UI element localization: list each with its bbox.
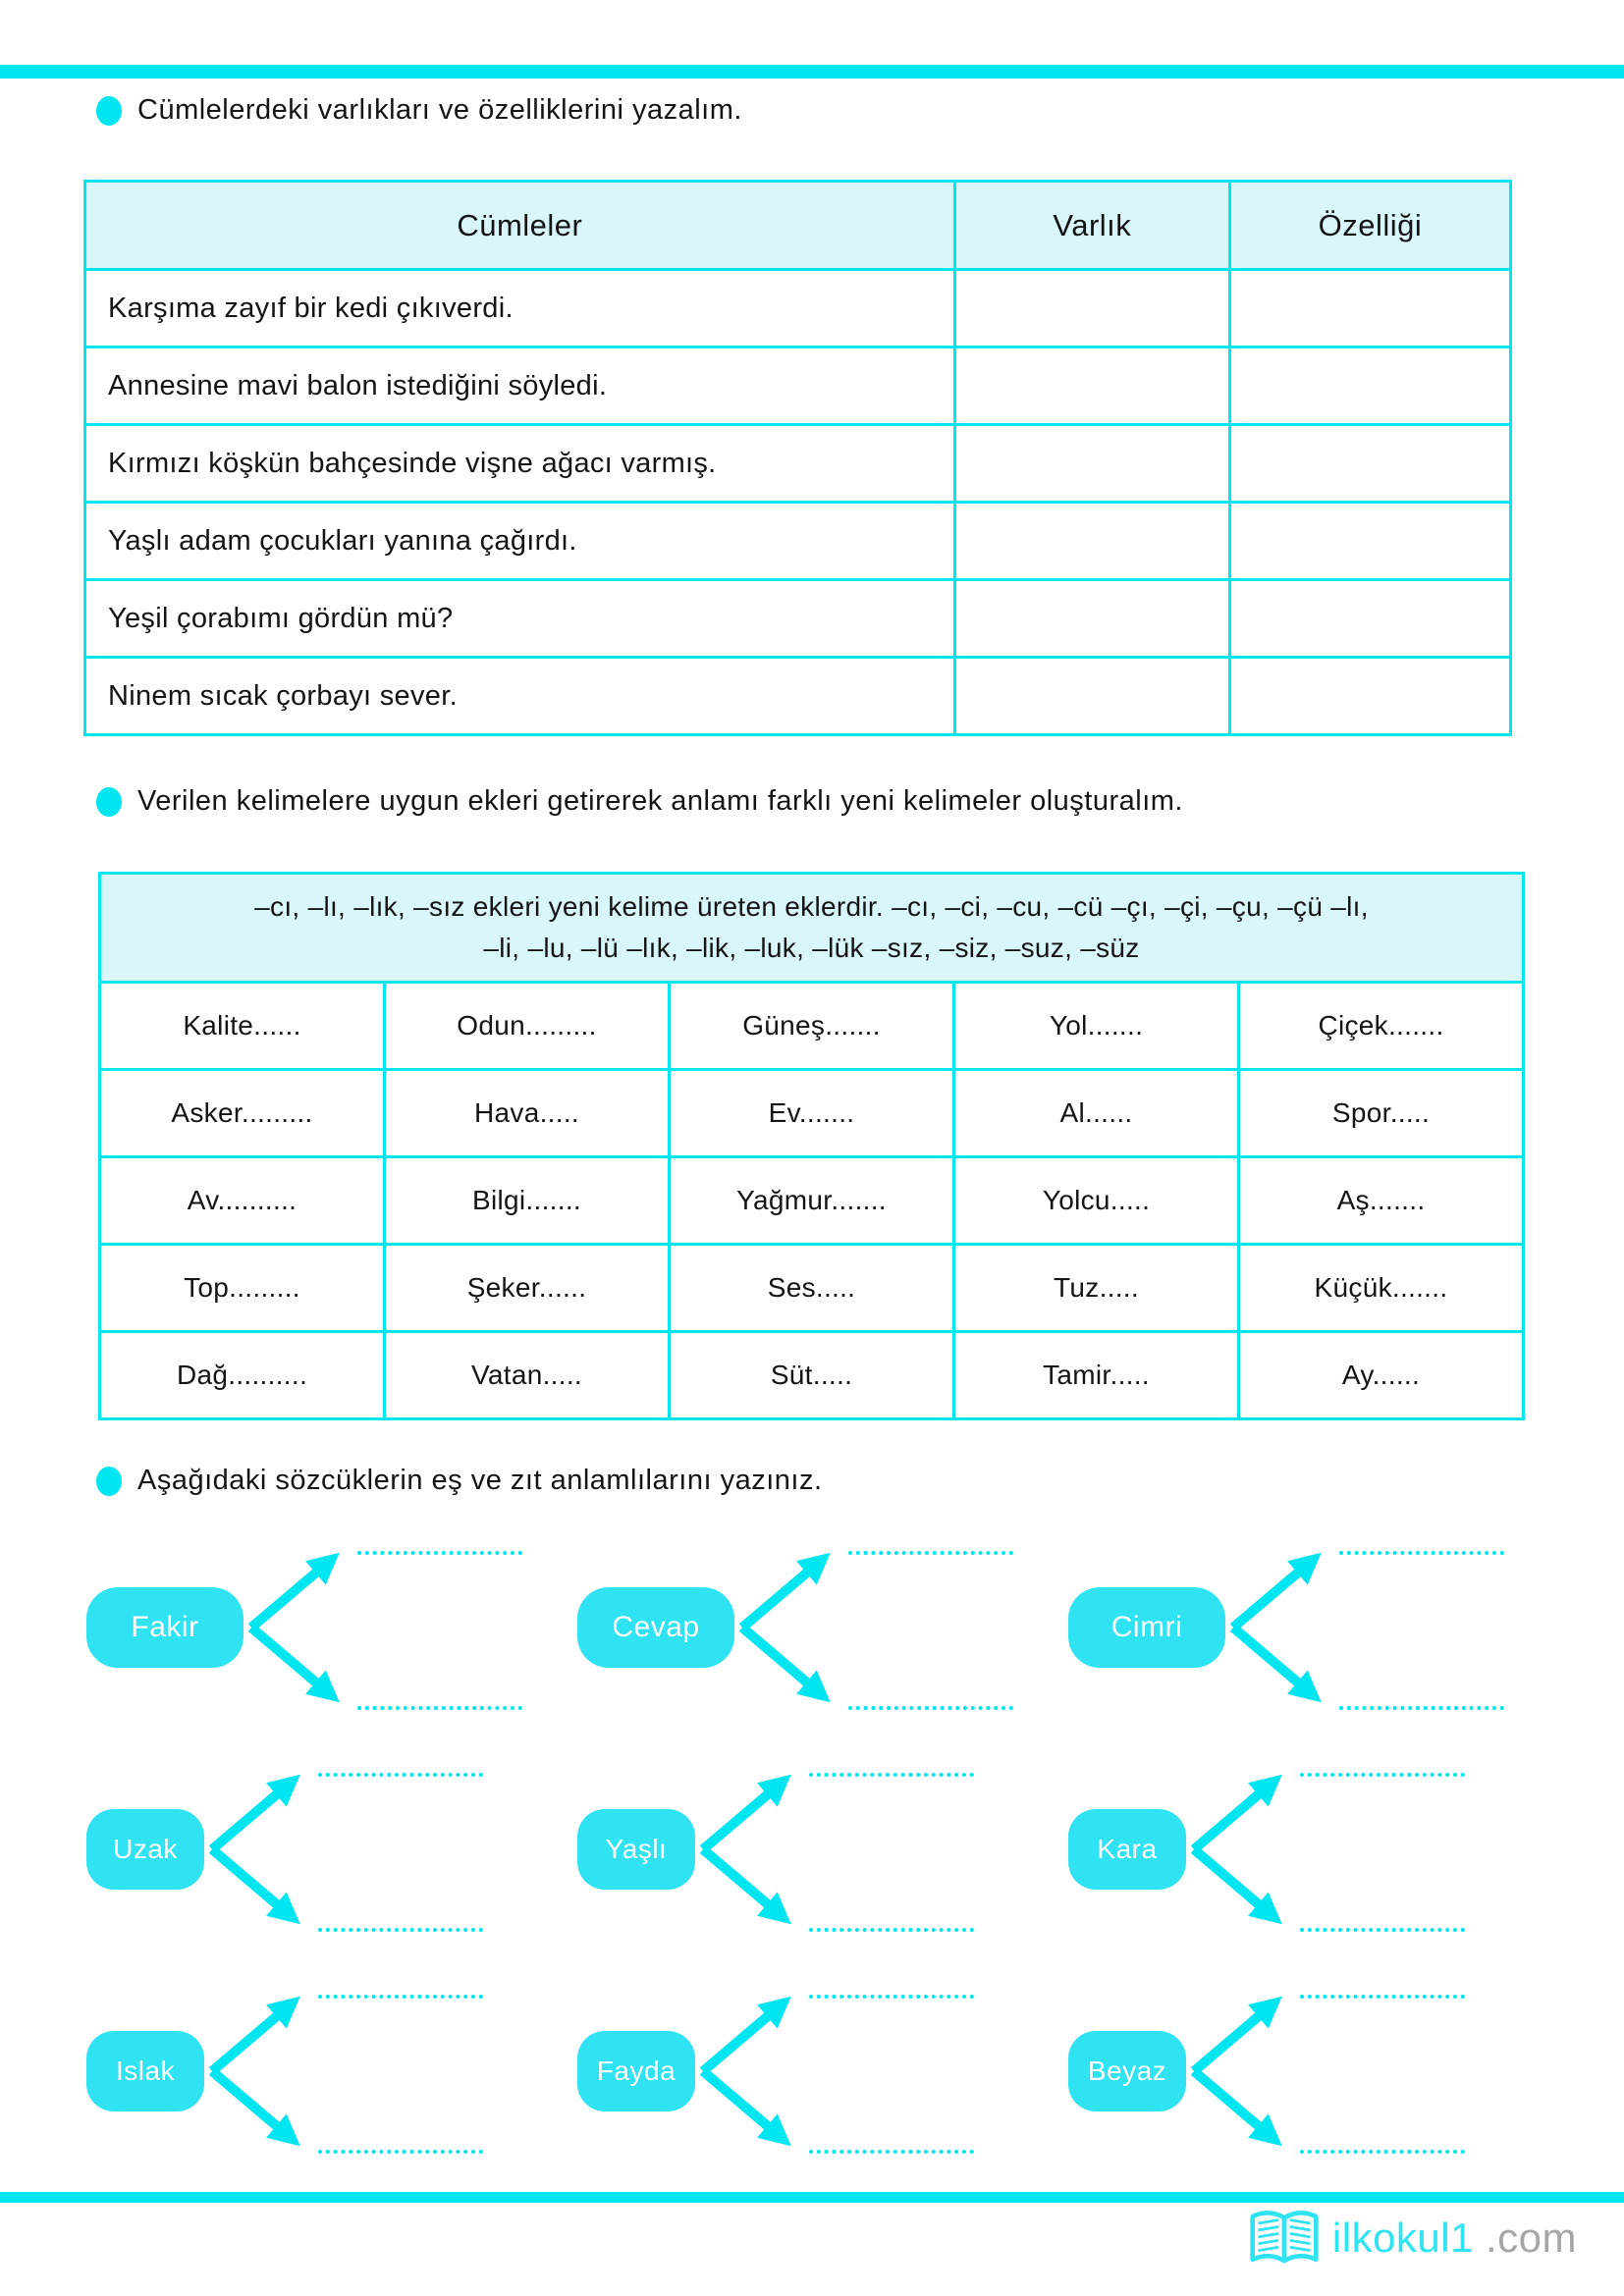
bubble-label: Cimri <box>1110 1611 1183 1643</box>
word-fill-cell[interactable]: Şeker...... <box>385 1245 670 1332</box>
table-row <box>85 270 1511 347</box>
word-bubble <box>86 1809 204 1890</box>
table-header-row <box>85 182 1511 270</box>
word-grid-row <box>100 1070 1524 1157</box>
col-header-cumleler: Cümleler <box>85 182 955 270</box>
ozellik-answer-cell[interactable] <box>1229 347 1510 425</box>
sentence-cell: Karşıma zayıf bir kedi çıkıverdi. <box>85 270 955 347</box>
answer-line-bottom[interactable] <box>809 1928 974 1932</box>
table-row <box>85 580 1511 658</box>
word-pair-unit <box>86 1761 577 1938</box>
word-bubble <box>1068 2031 1186 2111</box>
bubble-label: Cevap <box>612 1611 700 1643</box>
word-grid-row <box>100 983 1524 1070</box>
word-fill-cell[interactable]: Yağmur....... <box>670 1157 954 1245</box>
double-arrow-icon <box>1186 1983 1296 2160</box>
section3-title: Aşağıdaki sözcüklerin eş ve zıt anlamlılarını yazınız. <box>137 1465 823 1496</box>
site-logo <box>1248 2209 1577 2268</box>
double-arrow-icon <box>1225 1539 1335 1716</box>
ozellik-answer-cell[interactable] <box>1229 425 1510 503</box>
answer-line-top[interactable] <box>848 1551 1013 1555</box>
answer-line-bottom[interactable] <box>809 2150 974 2154</box>
word-pair-unit <box>86 1983 577 2160</box>
word-pair-unit <box>577 1761 1068 1938</box>
bubble-label: Beyaz <box>1087 2056 1167 2086</box>
table-row <box>85 425 1511 503</box>
word-pair-unit <box>1068 1983 1559 2160</box>
word-fill-cell[interactable]: Top......... <box>100 1245 385 1332</box>
suffix-rule-row <box>100 874 1524 983</box>
section2-title: Verilen kelimelere uygun ekleri getirerek anlamı farklı yeni kelimeler oluşturalım. <box>137 785 1183 817</box>
word-fill-cell[interactable]: Aş....... <box>1239 1157 1524 1245</box>
word-bubble <box>86 2031 204 2111</box>
word-bubble <box>1068 1809 1186 1890</box>
word-pair-unit <box>577 1983 1068 2160</box>
open-book-icon <box>1248 2209 1321 2268</box>
col-header-ozelligi: Özelliği <box>1229 182 1510 270</box>
word-fill-cell[interactable]: Küçük....... <box>1239 1245 1524 1332</box>
answer-line-top[interactable] <box>357 1551 522 1555</box>
answer-line-bottom[interactable] <box>848 1706 1013 1710</box>
word-fill-cell[interactable]: Ses..... <box>670 1245 954 1332</box>
varlik-answer-cell[interactable] <box>954 347 1229 425</box>
word-bubble <box>86 1587 244 1668</box>
answer-line-top[interactable] <box>809 1995 974 1999</box>
section3-header <box>96 1465 823 1497</box>
word-fill-cell[interactable]: Vatan..... <box>385 1332 670 1419</box>
varlik-answer-cell[interactable] <box>954 270 1229 347</box>
bullet-icon <box>96 787 122 817</box>
varlik-answer-cell[interactable] <box>954 580 1229 658</box>
answer-line-top[interactable] <box>809 1773 974 1777</box>
answer-line-top[interactable] <box>318 1995 483 1999</box>
brand-name: ilkokul1 <box>1331 2215 1474 2261</box>
ozellik-answer-cell[interactable] <box>1229 503 1510 580</box>
bubble-label: Uzak <box>113 1834 178 1864</box>
varlik-answer-cell[interactable] <box>954 425 1229 503</box>
brand-suffix: .com <box>1485 2215 1577 2261</box>
word-pair-unit <box>1068 1539 1559 1716</box>
sentence-cell: Annesine mavi balon istediğini söyledi. <box>85 347 955 425</box>
word-pair-unit <box>1068 1761 1559 1938</box>
word-fill-cell[interactable]: Ay...... <box>1239 1332 1524 1419</box>
sentence-cell: Kırmızı köşkün bahçesinde vişne ağacı varmış. <box>85 425 955 503</box>
word-fill-cell[interactable]: Al...... <box>954 1070 1239 1157</box>
col-header-varlik: Varlık <box>954 182 1229 270</box>
word-fill-cell[interactable]: Odun......... <box>385 983 670 1070</box>
word-grid-row <box>100 1157 1524 1245</box>
section2-header <box>96 785 1183 818</box>
word-fill-cell[interactable]: Kalite...... <box>100 983 385 1070</box>
bubble-label: Yaşlı <box>605 1834 668 1864</box>
word-pair-unit <box>577 1539 1068 1716</box>
answer-line-bottom[interactable] <box>1339 1706 1504 1710</box>
bubble-label: Fakir <box>131 1611 199 1643</box>
ozellik-answer-cell[interactable] <box>1229 658 1510 735</box>
word-bubble <box>577 2031 695 2111</box>
word-fill-cell[interactable]: Hava..... <box>385 1070 670 1157</box>
sentences-table <box>83 180 1512 736</box>
answer-line-bottom[interactable] <box>318 1928 483 1932</box>
word-fill-cell[interactable]: Dağ.......... <box>100 1332 385 1419</box>
ozellik-answer-cell[interactable] <box>1229 270 1510 347</box>
word-fill-cell[interactable]: Ev....... <box>670 1070 954 1157</box>
word-grid-row <box>100 1332 1524 1419</box>
suffix-rule-line2: –li, –lu, –lü –lık, –lik, –luk, –lük –sız, –siz, –suz, –süz <box>483 933 1140 963</box>
double-arrow-icon <box>695 1983 805 2160</box>
ozellik-answer-cell[interactable] <box>1229 580 1510 658</box>
answer-line-top[interactable] <box>318 1773 483 1777</box>
word-bubble <box>577 1809 695 1890</box>
word-fill-cell[interactable]: Av.......... <box>100 1157 385 1245</box>
bubble-label: Islak <box>115 2056 176 2086</box>
word-fill-cell[interactable]: Spor..... <box>1239 1070 1524 1157</box>
synonym-antonym-grid <box>86 1539 1559 2160</box>
suffix-rule-box <box>100 874 1524 983</box>
word-bubble <box>1068 1587 1225 1668</box>
answer-line-top[interactable] <box>1300 1995 1465 1999</box>
table-row <box>85 503 1511 580</box>
double-arrow-icon <box>204 1983 314 2160</box>
double-arrow-icon <box>204 1761 314 1938</box>
bubble-label: Fayda <box>596 2056 677 2086</box>
suffix-rule-line1: –cı, –lı, –lık, –sız ekleri yeni kelime üreten eklerdir. –cı, –ci, –cu, –cü –çı, –çi, –çu, –çü –lı, <box>254 891 1369 922</box>
suffix-words-table <box>98 872 1525 1420</box>
section1-header <box>96 94 742 127</box>
answer-line-top[interactable] <box>1300 1773 1465 1777</box>
word-fill-cell[interactable]: Güneş....... <box>670 983 954 1070</box>
double-arrow-icon <box>244 1539 353 1716</box>
top-accent-bar <box>0 65 1624 79</box>
section1-title: Cümlelerdeki varlıkları ve özelliklerini yazalım. <box>137 94 742 126</box>
word-fill-cell[interactable]: Bilgi....... <box>385 1157 670 1245</box>
varlik-answer-cell[interactable] <box>954 658 1229 735</box>
bottom-accent-bar <box>0 2192 1624 2203</box>
answer-line-bottom[interactable] <box>1300 2150 1465 2154</box>
answer-line-bottom[interactable] <box>1300 1928 1465 1932</box>
sentence-cell: Ninem sıcak çorbayı sever. <box>85 658 955 735</box>
table-row <box>85 658 1511 735</box>
sentence-cell: Yaşlı adam çocukları yanına çağırdı. <box>85 503 955 580</box>
answer-line-bottom[interactable] <box>318 2150 483 2154</box>
word-fill-cell[interactable]: Tamir..... <box>954 1332 1239 1419</box>
word-fill-cell[interactable]: Yolcu..... <box>954 1157 1239 1245</box>
word-fill-cell[interactable]: Asker......... <box>100 1070 385 1157</box>
word-fill-cell[interactable]: Çiçek....... <box>1239 983 1524 1070</box>
answer-line-bottom[interactable] <box>357 1706 522 1710</box>
word-fill-cell[interactable]: Süt..... <box>670 1332 954 1419</box>
word-fill-cell[interactable]: Yol....... <box>954 983 1239 1070</box>
double-arrow-icon <box>1186 1761 1296 1938</box>
varlik-answer-cell[interactable] <box>954 503 1229 580</box>
bullet-icon <box>96 1467 122 1496</box>
word-fill-cell[interactable]: Tuz..... <box>954 1245 1239 1332</box>
double-arrow-icon <box>734 1539 844 1716</box>
word-grid-row <box>100 1245 1524 1332</box>
double-arrow-icon <box>695 1761 805 1938</box>
word-bubble <box>577 1587 734 1668</box>
word-pair-unit <box>86 1539 577 1716</box>
bullet-icon <box>96 96 122 126</box>
bubble-label: Kara <box>1097 1834 1158 1864</box>
table-row <box>85 347 1511 425</box>
sentence-cell: Yeşil çorabımı gördün mü? <box>85 580 955 658</box>
answer-line-top[interactable] <box>1339 1551 1504 1555</box>
